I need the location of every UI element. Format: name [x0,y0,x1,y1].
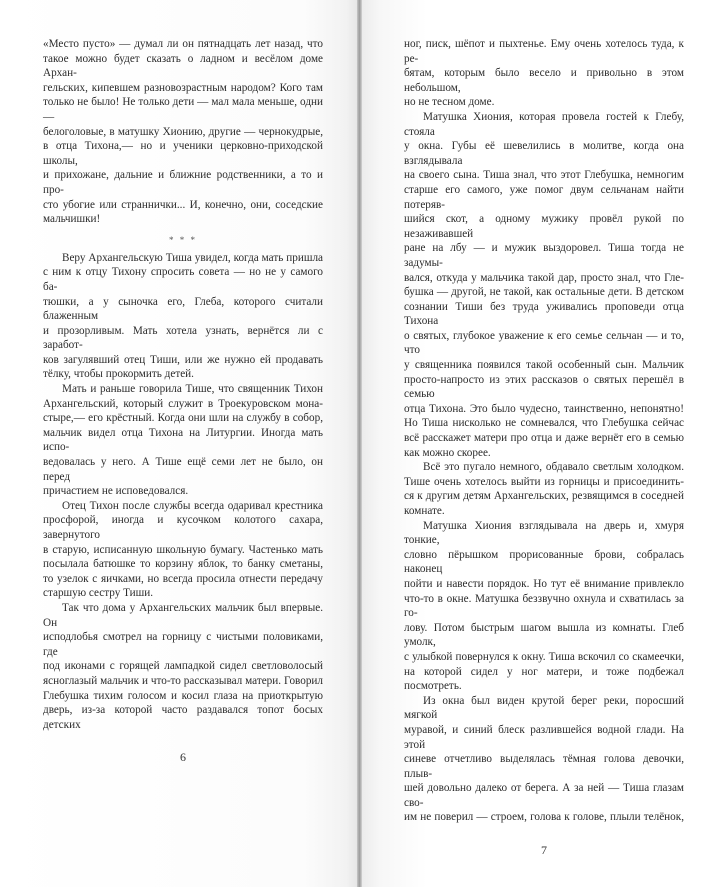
text-line: под иконами с горящей лампадкой сидел светловолосый [43,660,323,673]
text-line: шей довольно далеко от берега. А за ней — Тиша глазам сво- [404,782,684,809]
text-line: Из окна был виден крутой берег реки, поросший мягкой [404,694,684,722]
text-line: Веру Архангельскую Тиша увидел, когда мать пришла [62,251,323,264]
text-line: с улыбкой повернулся к окну. Тиша вскочил со скамеечки, [404,650,684,663]
text-line: как можно скорее. [404,446,491,459]
text-line: что-то в окне. Матушка беззвучно охнула и схватилась за го- [404,592,684,620]
text-line: стыре,— его крёстный. Когда они шли на службу в собор, [43,412,323,425]
text-line: Архангельский, который служит в Троекуровском мона- [43,397,323,410]
right-page [362,0,724,887]
text-line: старше его самого, уже помог двум сельчанам найти потеряв- [404,183,684,211]
text-line: дверь, из-за которой часто раздавался топот босых детских [43,704,323,731]
text-line: такое можно будет сказать о ладном и весёлом доме Архан- [43,52,323,80]
text-line: всё расскажет матери про отца и даже вернёт его в семью [404,432,684,445]
text-line: тёлку, чтобы прокормить детей. [43,368,194,381]
text-line: Отец Тихон после службы всегда одаривал крестника [62,499,323,512]
text-line: с ним к отцу Тихону спросить совета — но не у самого ба- [43,266,323,293]
text-line: в старую, исписанную школьную бумагу. Частенько мать [43,543,323,556]
text-line: о святых, глубокое уважение к его семье сельчан — и то, что [404,329,684,357]
text-line: вался, откуда у мальчика такой дар, просто знал, что Гле- [404,271,684,284]
text-line: мальчик видел отца Тихона на Литургии. Иногда мать испо- [43,426,323,454]
text-line: ков загулявший отец Тиши, или же нужно ей продавать [43,353,323,366]
text-line: комнате. [404,505,445,517]
text-line: у окна. Губы её шевелились в молитве, когда она взглядывала [404,140,684,167]
page-number-left: 6 [180,750,186,765]
text-line: ведовалась у него. А Тише ещё семи лет не было, он перед [43,456,323,483]
right-page-text [404,37,684,825]
text-line: сто убогие или страннички... И, конечно, они, соседские [43,198,323,211]
left-page [0,0,357,887]
left-page-text [43,37,323,732]
text-line: лову. Потом быстрым шагом вышла из комнаты. Глеб умолк, [404,621,684,649]
text-line: то узелок с яичками, но всегда просила отнести передачу [43,572,323,585]
text-line: у священника появился такой особенный сын. Мальчик [404,359,684,372]
text-line: просто-напросто из этих рассказов о святых перешёл в семью [404,373,684,401]
section-separator: * * * [169,234,197,245]
text-line: отца Тихона. Это было чудесно, таинственно, непонятно! [404,402,684,415]
text-line: Всё это пугало немного, обдавало светлым холодком. [423,461,684,474]
text-line: ся к другим детям Архангельских, резвящимся в соседней [404,490,684,503]
text-line: Мать и раньше говорила Тише, что священник Тихон [62,383,323,396]
text-line: Тише очень хотелось выйти из горницы и присоединить- [404,475,684,488]
text-line: ног, писк, шёпот и пыхтенье. Ему очень хотелось туда, к ре- [404,38,684,65]
text-line: посылала батюшке то корзину яблок, то банку сметаны, [43,558,323,571]
text-line: старшую сестру Тиши. [43,587,154,600]
text-line: Но Тиша нисколько не сомневался, что Глебушка сейчас [404,417,684,430]
text-line: причастием не исповедовался. [43,485,189,498]
text-line: Матушка Хиония взглядывала на дверь и, хмуря тонкие, [404,519,684,547]
text-line: и прозорливым. Мать хотела узнать, вернётся ли с заработ- [43,324,323,352]
text-line: но не тесном доме. [404,96,495,109]
text-line: бушка — другой, не такой, как остальные дети. В детском [404,286,684,299]
page-number-right: 7 [541,843,547,858]
text-line: Глебушка тихим голосом и косил глаза на приоткрытую [43,689,323,702]
text-line: пойти и навести порядок. Но тут её внимание привлекло [404,577,684,590]
text-line: Матушка Хиония, которая провела гостей к Глебу, стояла [404,110,684,138]
text-line: в отца Тихона,— но и ученики церковно-приходской школы, [43,140,323,167]
text-line: на своего сына. Тиша знал, что этот Глебушка, немногим [404,169,684,182]
text-line: только не было! Не только дети — мал мала меньше, одни — [43,96,323,123]
text-line: муравой, и синий блеск разлившейся водной глади. На этой [404,723,684,751]
text-line: шийся скот, а одному мужику провёл рукой по незаживавшей [404,213,684,240]
text-line: сознании Тиши без труда уживались проповеди отца Тихона [404,300,684,328]
text-line: гельских, кипевшем разновозрастным народом? Кого там [43,81,323,94]
text-line: «Место пусто» — думал ли он пятнадцать лет назад, что [43,38,323,50]
text-line: на которой сидел у ног матери, и тоже подбежал посмотреть. [404,665,684,693]
text-line: им не поверил — строем, голова к голове, плыли телёнок, [404,811,684,824]
text-line: мальчишки! [43,213,101,226]
text-line: синеве отчетливо выделялась тёмная голова девочки, плыв- [404,753,684,780]
text-line: ране на лбу — и мужик выздоровел. Тиша тогда не задумы- [404,242,684,269]
text-line: тюшки, а у сыночка его, Глеба, которого считали блаженным [43,295,323,323]
text-line: бятам, которым было весело и привольно в этом небольшом, [404,67,684,94]
text-line: белоголовые, в матушку Хионию, другие — чернокудрые, [43,125,323,138]
text-line: ясноглазый мальчик и что-то рассказывал матери. Говорил [43,674,323,687]
text-line: и прихожане, дальние и ближние родственники, а то и про- [43,169,323,196]
text-line: просфорой, иногда и кусочком колотого сахара, завернутого [43,514,323,541]
text-line: исподлобья смотрел на горницу с чистыми половиками, где [43,631,323,658]
text-line: словно пёрышком прорисованные брови, собралась наконец [404,548,684,576]
text-line: Так что дома у Архангельских мальчик был впервые. Он [43,601,323,629]
